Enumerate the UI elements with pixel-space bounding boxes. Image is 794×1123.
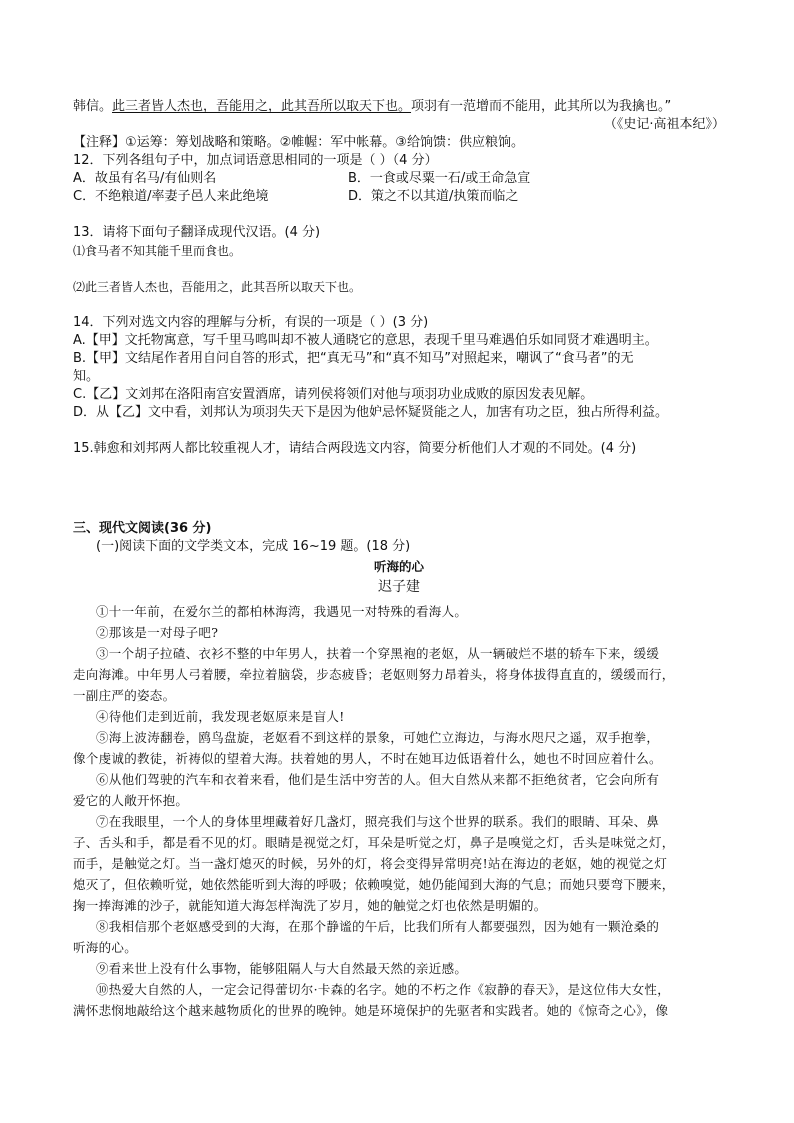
article-line: 熄灭了，但依赖听觉，她依然能听到大海的呼吸；依赖嗅觉，她仍能闻到大海的气息；而她只要弯下腰来， [73,877,675,892]
article-line: ③一个胡子拉碴、衣衫不整的中年男人，扶着一个穿黑袍的老妪，从一辆破烂不堪的轿车下来，缓缓 [96,646,660,661]
article-line: 子、舌头和手，都是看不见的灯。眼睛是视觉之灯，耳朵是听觉之灯，鼻子是嗅觉之灯，舌头是味觉之灯， [73,835,675,850]
classical-text-line [73,98,725,116]
article-line: ⑨看来世上没有什么事物，能够阻隔人与大自然最天然的亲近感。 [96,961,468,976]
question-14-option-b-cont: 知。 [73,369,100,384]
article-line: ⑧我相信那个老妪感受到的大海，在那个静谧的午后，比我们所有人都要强烈，因为她有一颗沧桑的 [96,919,660,934]
article-line: 而手，是触觉之灯。当一盏灯熄灭的时候，另外的灯，将会变得异常明亮!站在海边的老妪，她的视觉之灯 [73,856,668,871]
question-13-sentence-2: ⑵此三者皆人杰也，吾能用之，此其吾所以取天下也。 [73,280,362,294]
question-14-stem: 14．下列对选文内容的理解与分析，有误的一项是（ ）(3 分) [73,315,429,330]
section-instruction: (一)阅读下面的文学类文本，完成 16~19 题。(18 分) [96,539,411,554]
question-13-sentence-1: ⑴食马者不知其能千里而食也。 [73,244,242,258]
article-line: 掬一捧海滩的沙子，就能知道大海怎样淘洗了岁月，她的触觉之灯也依然是明媚的。 [73,898,547,913]
article-line: 爱它的人敞开怀抱。 [73,793,189,808]
article-line: 听海的心。 [73,940,138,955]
article-line: 走向海滩。中年男人弓着腰，牵拉着脑袋，步态疲昏；老妪则努力昂着头，将身体拔得直直的，缓缓而行， [73,667,675,682]
article-line: ⑦在我眼里，一个人的身体里埋藏着好几盏灯，照亮我们与这个世界的联系。我们的眼睛、耳朵、鼻 [96,814,660,829]
classical-text-post: 项羽有一范增而不能用，此其所以为我擒也。” [411,99,672,114]
article-line: ⑥从他们驾驶的汽车和衣着来看，他们是生活中穷苦的人。但大自然从来都不拒绝贫者，它会向所有 [96,772,660,787]
article-line: ⑩热爱大自然的人，一定会记得蕾切尔·卡森的名字。她的不朽之作《寂静的春天》，是这位伟大女性， [96,982,671,997]
question-14-option-d: D．从【乙】文中看，刘邦认为项羽失天下是因为他妒忌怀疑贤能之人，加害有功之臣，独占所得利益。 [73,405,669,420]
question-12-option-b: B．一食或尽粟一石/或王命急宣 [348,171,531,186]
underlined-sentence: 此三者皆人杰也，吾能用之，此其吾所以取天下也。 [112,99,412,114]
question-14-option-a: A.【甲】文托物寓意，写千里马鸣叫却不被人通晓它的意思，表现千里马难遇伯乐如同贤才难遇明主。 [73,333,658,348]
section-heading: 三、现代文阅读(36 分) [73,521,212,536]
question-12-option-d: D．策之不以其道/执策而临之 [348,189,519,204]
annotation-notes: 【注释】①运筹：筹划战略和策略。②帷幄：军中帐幕。③给饷馈：供应粮饷。 [73,135,524,150]
article-line: ④待他们走到近前，我发现老妪原来是盲人! [96,709,345,724]
source-citation: （《史记·高祖本纪》） [603,117,725,132]
article-line: 像个虔诚的教徒，祈祷似的望着大海。扶着她的男人，不时在她耳边低语着什么，她也不时回应着什么。 [73,751,662,766]
question-13-stem: 13．请将下面句子翻译成现代汉语。(4 分) [73,225,321,240]
question-14-option-c: C.【乙】文刘邦在洛阳南宫安置酒席，请列侯将领们对他与项羽功业成败的原因发表见解。 [73,387,594,402]
question-14-option-b: B.【甲】文结尾作者用自问自答的形式，把“真无马”和“真不知马”对照起来，嘲讽了“食马者”的无 [73,351,634,366]
question-12-option-c: C．不绝粮道/率妻子邑人来此绝境 [73,189,269,204]
question-15-stem: 15.韩愈和刘邦两人都比较重视人才，请结合两段选文内容，简要分析他们人才观的不同处。(4 分) [73,441,637,456]
article-line: 一副庄严的姿态。 [73,688,176,703]
article-author: 迟子建 [378,579,420,595]
article-line: ②那该是一对母子吧? [96,625,219,640]
question-12-stem: 12．下列各组句子中，加点词语意思相同的一项是（ ）（4 分） [73,153,438,168]
classical-text-pre: 韩信。 [73,99,113,114]
article-line: 满怀悲悯地敲给这个越来越物质化的世界的晚钟。她是环境保护的先驱者和实践者。她的《惊奇之心》，像 [73,1003,669,1018]
article-line: ①十一年前，在爱尔兰的都柏林海湾，我遇见一对特殊的看海人。 [96,604,468,619]
article-line: ⑤海上波涛翻卷，鸥鸟盘旋，老妪看不到这样的景象，可她伫立海边，与海水咫尺之遥，双手抱拳， [96,730,660,745]
article-title: 听海的心 [373,559,424,574]
question-12-option-a: A．故虽有名马/有仙则名 [73,171,217,186]
